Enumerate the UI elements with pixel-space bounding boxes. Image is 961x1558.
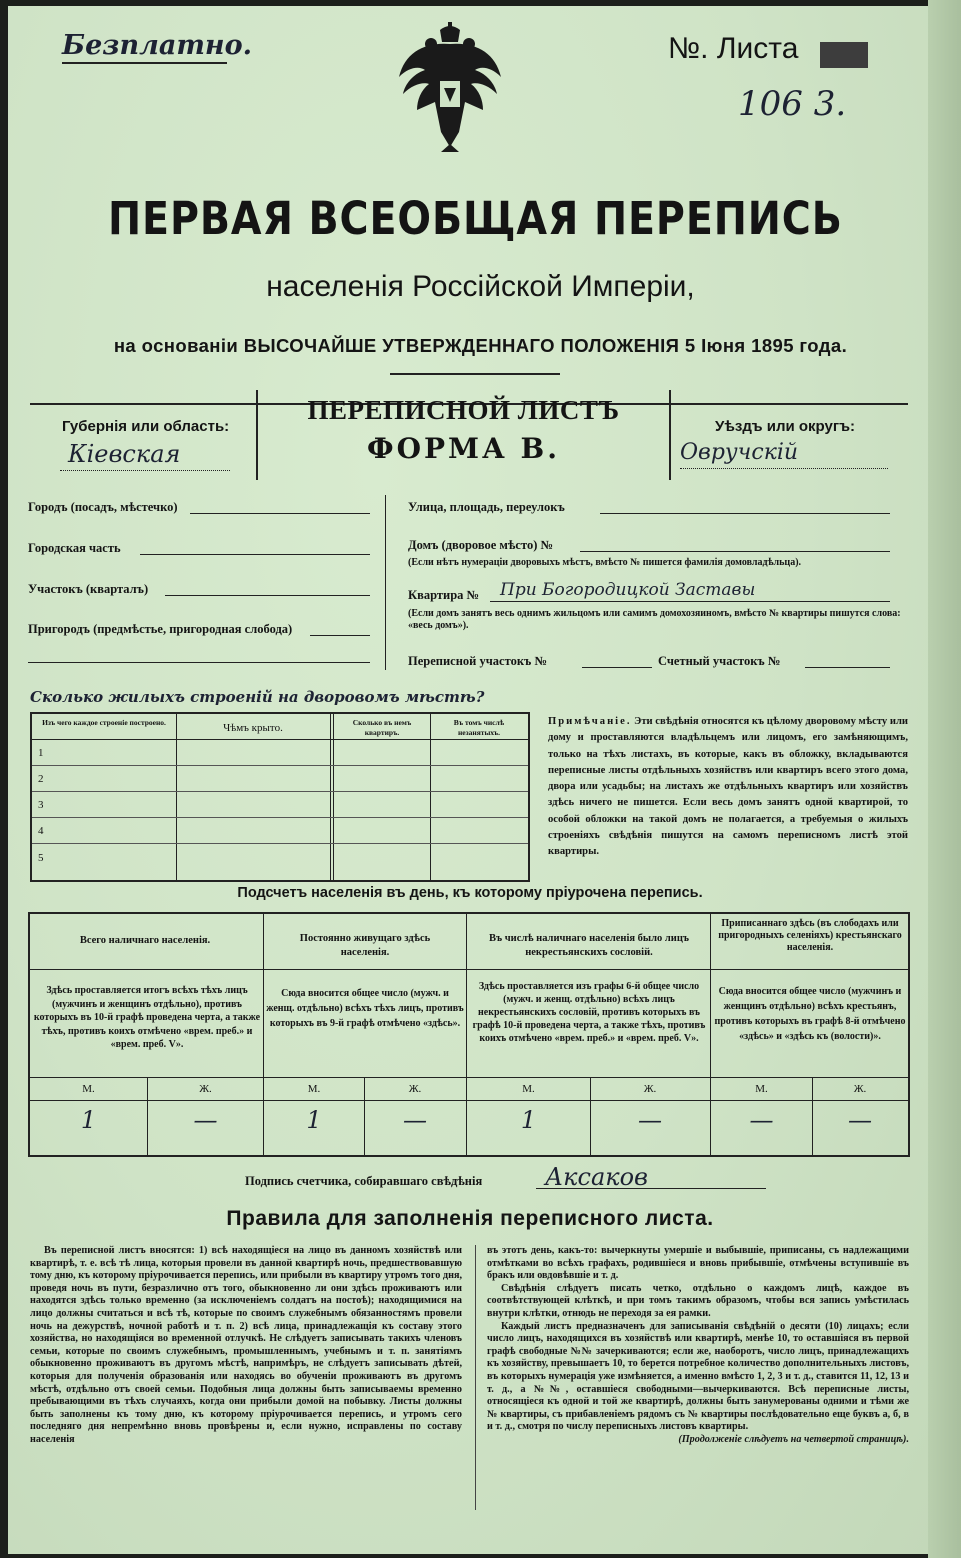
population-heading: Подсчетъ населенія въ день, къ которому пріурочена перепись. — [237, 885, 703, 901]
permanent-male-value: 1 — [306, 1106, 322, 1134]
uezd-label: Уѣздъ или округъ: — [715, 418, 856, 435]
address-divider — [385, 495, 386, 670]
pop-col-total: Всего наличнаго населенія. — [79, 935, 211, 946]
signature-line[interactable] — [536, 1188, 766, 1189]
house-note: (Если нѣтъ нумераціи дворовыхъ мѣстъ, вмѣсто № пишется фамилія домовладѣльца). — [408, 557, 802, 568]
f-label: Ж. — [853, 1083, 867, 1095]
street-label: Улица, площадь, переулокъ — [408, 500, 565, 514]
buildings-note — [548, 714, 908, 861]
rules-continued: (Продолженіе слѣдуетъ на четвертой страницѣ). — [678, 1433, 909, 1445]
rules-heading: Правила для заполненія переписного листа. — [226, 1207, 714, 1230]
form-title: ПЕРЕПИСНОЙ ЛИСТЪ — [307, 395, 620, 425]
count-plot-label: Счетный участокъ № — [658, 654, 781, 668]
f-label: Ж. — [408, 1083, 422, 1095]
row-num: 4 — [38, 825, 44, 837]
m-label: М. — [522, 1083, 535, 1095]
gubernia-value: Кіевская — [68, 440, 181, 468]
double-headed-eagle-icon — [395, 22, 505, 162]
nonpeasant-male-value: 1 — [520, 1106, 537, 1134]
col-material: Изъ чего каждое строеніе построено. — [42, 718, 166, 727]
pop-col-permanent: Постоянно живущаго здѣсь населенія. — [299, 933, 431, 958]
nonpeasant-female-value: — — [638, 1106, 662, 1134]
rules-right-2: Свѣдѣнія слѣдуетъ писать четко, отдѣльно о каждомъ лицѣ, каждое въ соотвѣтствующей клѣткѣ, и при томъ такимъ образомъ, чтобы вся запись умѣстилась внутри клѣтки, отнюдь не переходя за ея рамки. — [487, 1282, 909, 1319]
signature-label: Подпись счетчика, собиравшаго свѣдѣнія — [245, 1174, 483, 1188]
rules-right-3: Каждый листъ предназначенъ для записыванія свѣдѣній о десяти (10) лицахъ; если число лицъ, находящихся въ хозяйствѣ или квартирѣ, менѣе 10, то оставшіяся въ первой графѣ свободные №№ зачеркиваются; если же, наоборотъ, число лицъ, принадлежащихъ къ хозяйству, превышаетъ 10, то берется потребное количество дополнительныхъ листовъ, въ которыхъ нумерація уже измѣняется, а именно вмѣсто 1, 2, 3 и т. д., ставится 11, 12, 13 и т. д., а №№, оставшіеся свободными—вычеркиваются. Всѣ переписные листы, относящіеся къ одной и той же квартирѣ, должны быть занумерованы одними и тѣми же № квартиры, съ прибавленіемъ рядомъ съ № квартиры послѣдовательно еще буквъ а, б, в и т. д., смотря по числу переписныхъ листовъ квартиры. — [487, 1320, 909, 1433]
street-line[interactable] — [600, 513, 890, 514]
row-num: 5 — [38, 852, 44, 864]
col-roof: Чѣмъ крыто. — [223, 722, 283, 734]
peasant-female-value: — — [848, 1106, 872, 1134]
pop-desc-total: Здѣсь проставляется итогъ всѣхъ тѣхъ лицъ (мужчинъ и женщинъ отдѣльно), противъ которыхъ въ 10-й графѣ проведена черта, а также тѣхъ, противъ коихъ отмѣчено «врем. преб.» и «врем. преб. V». — [33, 985, 261, 1050]
apartment-label: Квартира № — [408, 588, 480, 602]
rules-divider — [475, 1245, 476, 1510]
permanent-female-value: — — [403, 1106, 427, 1134]
free-label: Безплатно. — [62, 30, 253, 61]
row-num: 1 — [38, 747, 44, 759]
m-label: М. — [755, 1083, 768, 1095]
apartment-value: При Богородицкой Заставы — [500, 580, 756, 600]
pop-col-peasant: Приписаннаго здѣсь (въ слободахъ или пригородныхъ селеніяхъ) крестьянскаго населенія. — [718, 918, 902, 953]
gubernia-label: Губернія или область: — [62, 418, 230, 435]
house-label: Домъ (дворовое мѣсто) № — [408, 538, 554, 552]
uezd-value: Овручскій — [680, 440, 799, 465]
buildings-question: Сколько жилыхъ строеній на дворовомъ мѣстѣ? — [30, 688, 485, 706]
row-num: 2 — [38, 773, 44, 785]
rules-right-1: въ этотъ день, какъ-то: вычеркнуты умершіе и выбывшіе, приписаны, съ надлежащими отмѣтками во всѣхъ графахъ, родившіеся и вновь прибывшіе, отмѣчены вступившіе въ бракъ или овдовѣвшіе и т. д. — [487, 1245, 909, 1282]
signature-value: Аксаков — [545, 1163, 649, 1191]
form-code: ФОРМА В. — [367, 432, 560, 465]
house-line[interactable] — [580, 551, 890, 552]
col-apartments: Сколько въ немъ квартиръ. — [352, 718, 412, 737]
apartment-note: (Если домъ занятъ весь однимъ жильцомъ или самимъ домохозяиномъ, вмѣсто № квартиры пишутся слова: «весь домъ»). — [408, 608, 901, 631]
suburb-line-2[interactable] — [28, 662, 370, 663]
buildings-table — [30, 712, 530, 882]
title-divider — [390, 373, 560, 375]
total-male-value: 1 — [80, 1106, 97, 1134]
count-plot-line[interactable] — [805, 667, 890, 668]
m-label: М. — [82, 1083, 95, 1095]
basis-line: на основаніи ВЫСОЧАЙШЕ УТВЕРЖДЕННАГО ПОЛОЖЕНІЯ 5 Іюня 1895 года. — [113, 335, 848, 356]
rules-right-column — [487, 1245, 909, 1447]
gubernia-line — [60, 470, 230, 471]
f-label: Ж. — [199, 1083, 212, 1095]
rules-left-column — [30, 1245, 462, 1447]
f-label: Ж. — [643, 1083, 657, 1095]
main-title: ПЕРВАЯ ВСЕОБЩАЯ ПЕРЕПИСЬ — [108, 192, 843, 245]
col-vacant: Въ томъ числѣ незанятыхъ. — [453, 718, 505, 737]
population-table — [28, 912, 910, 1157]
page-edge — [928, 0, 961, 1558]
pop-desc-nonpeasant: Здѣсь проставляется изъ графы 6-й общее число (мужч. и женщ. отдѣльно) всѣхъ лицъ некрестьянскихъ сословій, противъ которыхъ въ графѣ 10-й проведена черта, а также тѣхъ, противъ коихъ отмѣчено «врем. преб.» и «врем. преб. V». — [472, 981, 706, 1044]
census-plot-line[interactable] — [582, 667, 652, 668]
row-num: 3 — [38, 799, 44, 811]
district-line[interactable] — [140, 554, 370, 555]
peasant-male-value: — — [749, 1106, 774, 1134]
subtitle: населенія Россійской Имперіи, — [266, 270, 695, 303]
total-female-value: — — [193, 1106, 218, 1134]
suburb-line[interactable] — [310, 635, 370, 636]
plot-label: Участокъ (кварталъ) — [28, 582, 149, 596]
suburb-label: Пригородъ (предмѣстье, пригородная слобода) — [28, 622, 293, 636]
note-title: Примѣчаніе. — [548, 716, 632, 727]
uezd-line — [680, 468, 888, 469]
city-line[interactable] — [190, 513, 370, 514]
city-label: Городъ (посадъ, мѣстечко) — [28, 500, 178, 514]
sheet-number-value: 106 3. — [738, 84, 847, 124]
census-plot-label: Переписной участокъ № — [408, 654, 548, 668]
pop-col-nonpeasant: Въ числѣ наличнаго населенія было лицъ некрестьянскихъ сословій. — [488, 933, 690, 958]
pop-desc-peasant: Сюда вносится общее число (мужчинъ и женщинъ отдѣльно) всѣхъ крестьянъ, противъ которыхъ въ графѣ 8-й отмѣчено «здѣсь» и «здѣсь къ (волости)». — [714, 986, 906, 1042]
district-label: Городская часть — [28, 541, 121, 555]
note-text: Эти свѣдѣнія относятся къ цѣлому дворовому мѣсту или дому и проставляются владѣльцемъ или лицомъ, его замѣняющимъ, только на тѣхъ листахъ, въ которые, какъ въ обложку, вкладываются переписные листы отдѣльныхъ хозяйствъ или квартиръ всего этого дома, двора или усадьбы; на листахъ же отдѣльныхъ квартиръ или хозяйствъ здѣсь ничего не пишется. Если весь домъ занятъ одной квартирой, то особой обложки на такой домъ не полагается, а требуемыя о жилыхъ строеніяхъ свѣдѣнія пишутся на самомъ переписномъ листѣ этой квартиры. — [548, 716, 908, 858]
free-underline — [62, 62, 227, 64]
sheet-number-label: №. Листа — [668, 32, 799, 65]
m-label: М. — [307, 1083, 321, 1095]
plot-line[interactable] — [165, 595, 370, 596]
pop-desc-permanent: Сюда вносится общее число (мужч. и женщ. отдѣльно) всѣхъ тѣхъ лицъ, противъ которыхъ въ 9-й графѣ отмѣчено «здѣсь». — [266, 988, 464, 1029]
rules-left-text: Въ переписной листъ вносятся: 1) всѣ находящіеся на лицо въ данномъ хозяйствѣ или квартирѣ, т. е. всѣ тѣ лица, которыя провели въ данной квартирѣ ночь, предшествовавшую тому дню, къ которому пріурочивается перепись, или прибыли въ квартиру утромъ того дня, проведя ночь въ пути, безразлично отъ того, обыкновенно ли они здѣсь проживаютъ или находятся здѣсь только временно (за исключеніемъ солдатъ на постоѣ); находящимися на лицо должны считаться и всѣ тѣ, которые по своимъ служебнымъ обязанностямъ провели ночь на дежурствѣ, ночной работѣ и т. п. 2) всѣ лица, принадлежащія къ составу этого хозяйства, но находящіяся во временной отлучкѣ. Не слѣдуетъ записывать такихъ членовъ семьи, которые по своимъ служебнымъ, промышленнымъ, учебнымъ и т. п. занятіямъ обыкновенно проживаютъ въ другомъ мѣстѣ, напримѣръ, не слѣдуетъ записывать дѣтей, которыя для полученія образованія или находясь во обученіи проживаютъ въ другомъ мѣстѣ, отдѣльно отъ своей семьи. Подобныя лица должны быть записываемы временно пребывающими въ тѣхъ случаяхъ, когда они прибыли домой на побывку. Листы должны быть заполнены къ тому дню, къ которому пріурочивается перепись, и утромъ сего последняго дня непремѣнно вновь провѣрены и, если нужно, исправлены по составу населенія — [30, 1245, 462, 1445]
apartment-line[interactable] — [490, 601, 890, 602]
stamp-mark — [820, 42, 868, 68]
